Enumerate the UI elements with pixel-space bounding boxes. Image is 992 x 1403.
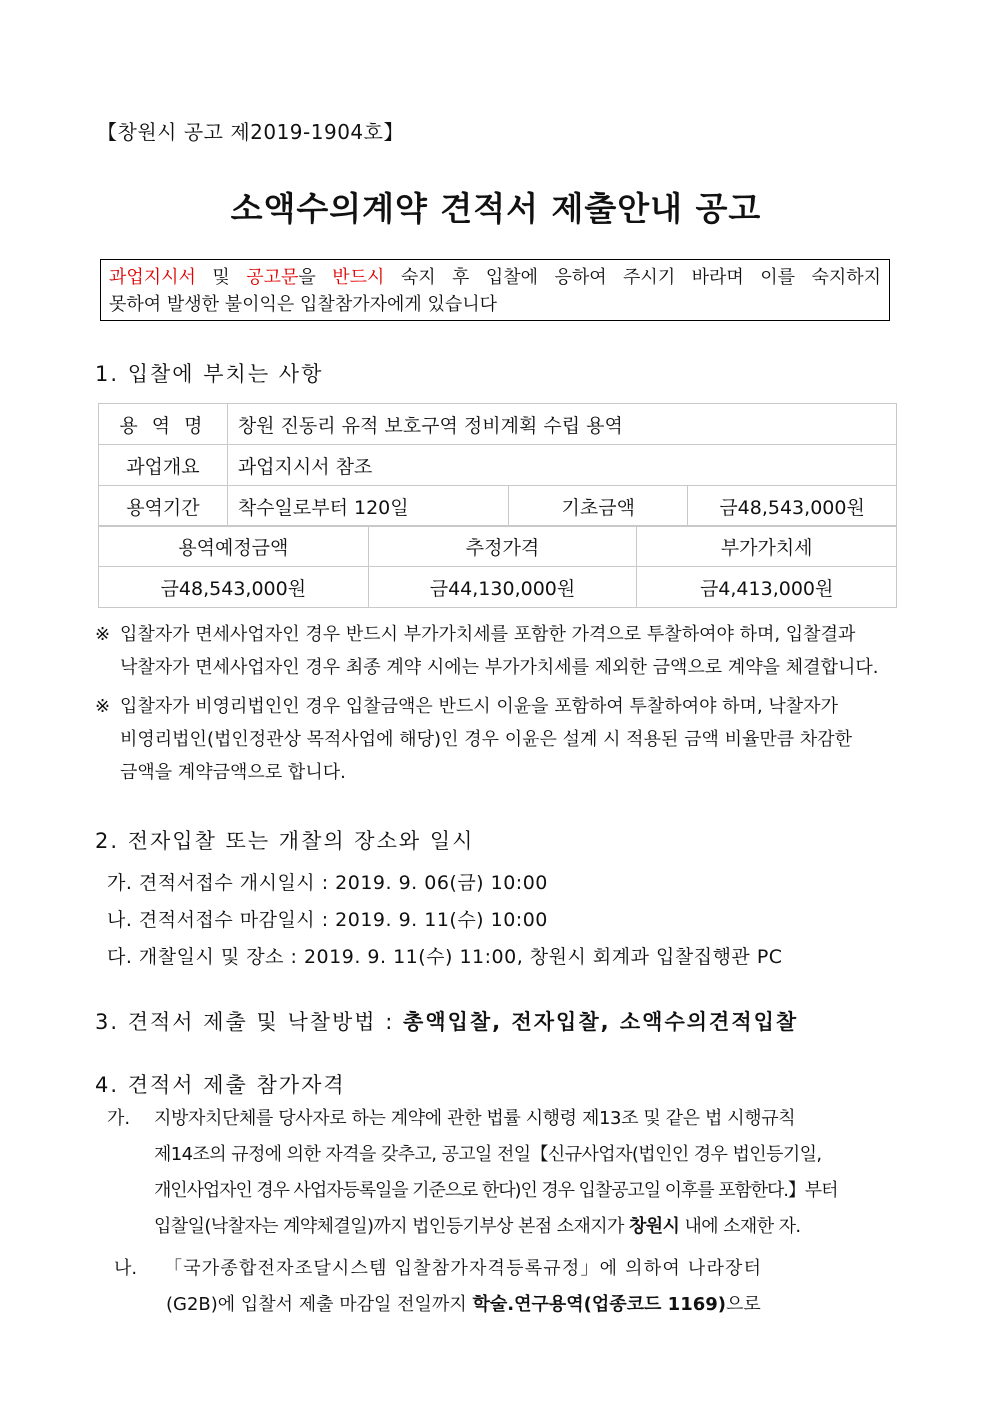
qualification-category: 학술.연구용역(업종코드 1169) <box>472 1294 726 1315</box>
table-row <box>99 404 897 445</box>
item-marker: 나. <box>114 1258 138 1279</box>
warning-red-3: 반드시 <box>332 267 385 288</box>
base-amount-label: 기초금액 <box>509 486 688 527</box>
note-line: 낙찰자가 면세사업자인 경우 최종 계약 시에는 부가가치세를 제외한 금액으로 계약을 체결합니다. <box>120 657 879 678</box>
amount-header: 용역예정금액 <box>99 526 369 567</box>
amount-header: 부가가치세 <box>637 526 897 567</box>
amount-value: 금44,130,000원 <box>368 567 637 608</box>
warning-text-1: 및 <box>195 267 247 288</box>
table-row <box>99 486 897 527</box>
item-marker: 가. <box>107 1108 131 1129</box>
schedule-item: 나. 견적서접수 마감일시 : 2019. 9. 11(수) 10:00 <box>107 909 548 931</box>
qualification-text: (G2B)에 입찰서 제출 마감일 전일까지 <box>166 1294 473 1315</box>
amount-table <box>98 525 897 608</box>
overview-label: 과업개요 <box>99 445 228 486</box>
section-2-heading: 2. 전자입찰 또는 개찰의 장소와 일시 <box>95 829 475 853</box>
section-3-methods: 총액입찰, 전자입찰, 소액수의견적입찰 <box>403 1010 799 1034</box>
section-3-heading <box>95 1006 798 1036</box>
warning-text-3: 숙지 후 입찰에 응하여 주시기 바라며 이를 숙지하지 <box>384 267 881 288</box>
note-line: 금액을 계약금액으로 합니다. <box>120 762 346 783</box>
amount-header: 추정가격 <box>368 526 637 567</box>
warning-line-1 <box>109 264 881 291</box>
page-title: 소액수의계약 견적서 제출안내 공고 <box>230 189 762 228</box>
table-row <box>99 526 897 567</box>
note-line: 비영리법인(법인정관상 목적사업에 해당)인 경우 이윤은 설계 시 적용된 금액 비율만큼 차감한 <box>120 729 853 750</box>
section-4-heading: 4. 견적서 제출 참가자격 <box>95 1073 346 1097</box>
qualification-na <box>114 1251 897 1323</box>
period-value: 착수일로부터 120일 <box>227 486 509 527</box>
schedule-item: 다. 개찰일시 및 장소 : 2019. 9. 11(수) 11:00, 창원시 회계과 입찰집행관 PC <box>107 946 783 968</box>
table-row <box>99 445 897 486</box>
qualification-line: 「국가종합전자조달시스템 입찰참가자격등록규정」에 의하여 나라장터 <box>164 1258 763 1279</box>
qualification-text: 입찰일(낙찰자는 계약체결일)까지 법인등기부상 본점 소재지가 <box>154 1216 629 1237</box>
warning-text-2: 을 <box>298 267 333 288</box>
base-amount-value: 금48,543,000원 <box>688 486 897 527</box>
qualification-text: 내에 소재한 자. <box>679 1216 801 1237</box>
notice-number: 【창원시 공고 제2019-1904호】 <box>97 120 404 144</box>
service-name-value: 창원 진동리 유적 보호구역 정비계획 수립 용역 <box>227 404 896 445</box>
qualification-line: 개인사업자인 경우 사업자등록일을 기준으로 한다)인 경우 입찰공고일 이후를 포함한다.】부터 <box>154 1180 838 1201</box>
qualification-line <box>114 1287 897 1323</box>
table-row <box>99 567 897 608</box>
warning-box <box>100 259 890 321</box>
schedule-item: 가. 견적서접수 개시일시 : 2019. 9. 06(금) 10:00 <box>107 872 548 894</box>
qualification-ga <box>107 1101 897 1245</box>
amount-value: 금48,543,000원 <box>99 567 369 608</box>
note-mark: ※ <box>95 696 111 717</box>
qualification-line: 제14조의 규정에 의한 자격을 갖추고, 공고일 전일【신규사업자(법인인 경우 법인등기일, <box>154 1144 822 1165</box>
note-nonprofit <box>95 690 895 789</box>
qualification-line: 지방자치단체를 당사자로 하는 계약에 관한 법률 시행령 제13조 및 같은 법 시행규칙 <box>154 1108 796 1129</box>
period-label: 용역기간 <box>99 486 228 527</box>
note-line: 입찰자가 면세사업자인 경우 반드시 부가가치세를 포함한 가격으로 투찰하여야 하며, 입찰결과 <box>120 624 856 645</box>
service-name-label: 용 역 명 <box>99 404 228 445</box>
qualification-city: 창원시 <box>628 1216 680 1237</box>
note-line: 입찰자가 비영리법인인 경우 입찰금액은 반드시 이윤을 포함하여 투찰하여야 하며, 낙찰자가 <box>120 696 838 717</box>
warning-line-2: 못하여 발생한 불이익은 입찰참가자에게 있습니다 <box>109 294 498 315</box>
note-mark: ※ <box>95 624 111 645</box>
warning-red-2: 공고문 <box>246 267 299 288</box>
section-3-prefix: 3. 견적서 제출 및 낙찰방법 : <box>95 1010 404 1034</box>
section-1-heading: 1. 입찰에 부치는 사항 <box>95 362 324 386</box>
service-info-table <box>98 403 897 527</box>
qualification-line <box>107 1209 897 1245</box>
qualification-text: 으로 <box>726 1294 761 1315</box>
warning-red-1: 과업지시서 <box>109 267 196 288</box>
amount-value: 금4,413,000원 <box>637 567 897 608</box>
overview-value: 과업지시서 참조 <box>227 445 896 486</box>
note-vat <box>95 618 895 684</box>
